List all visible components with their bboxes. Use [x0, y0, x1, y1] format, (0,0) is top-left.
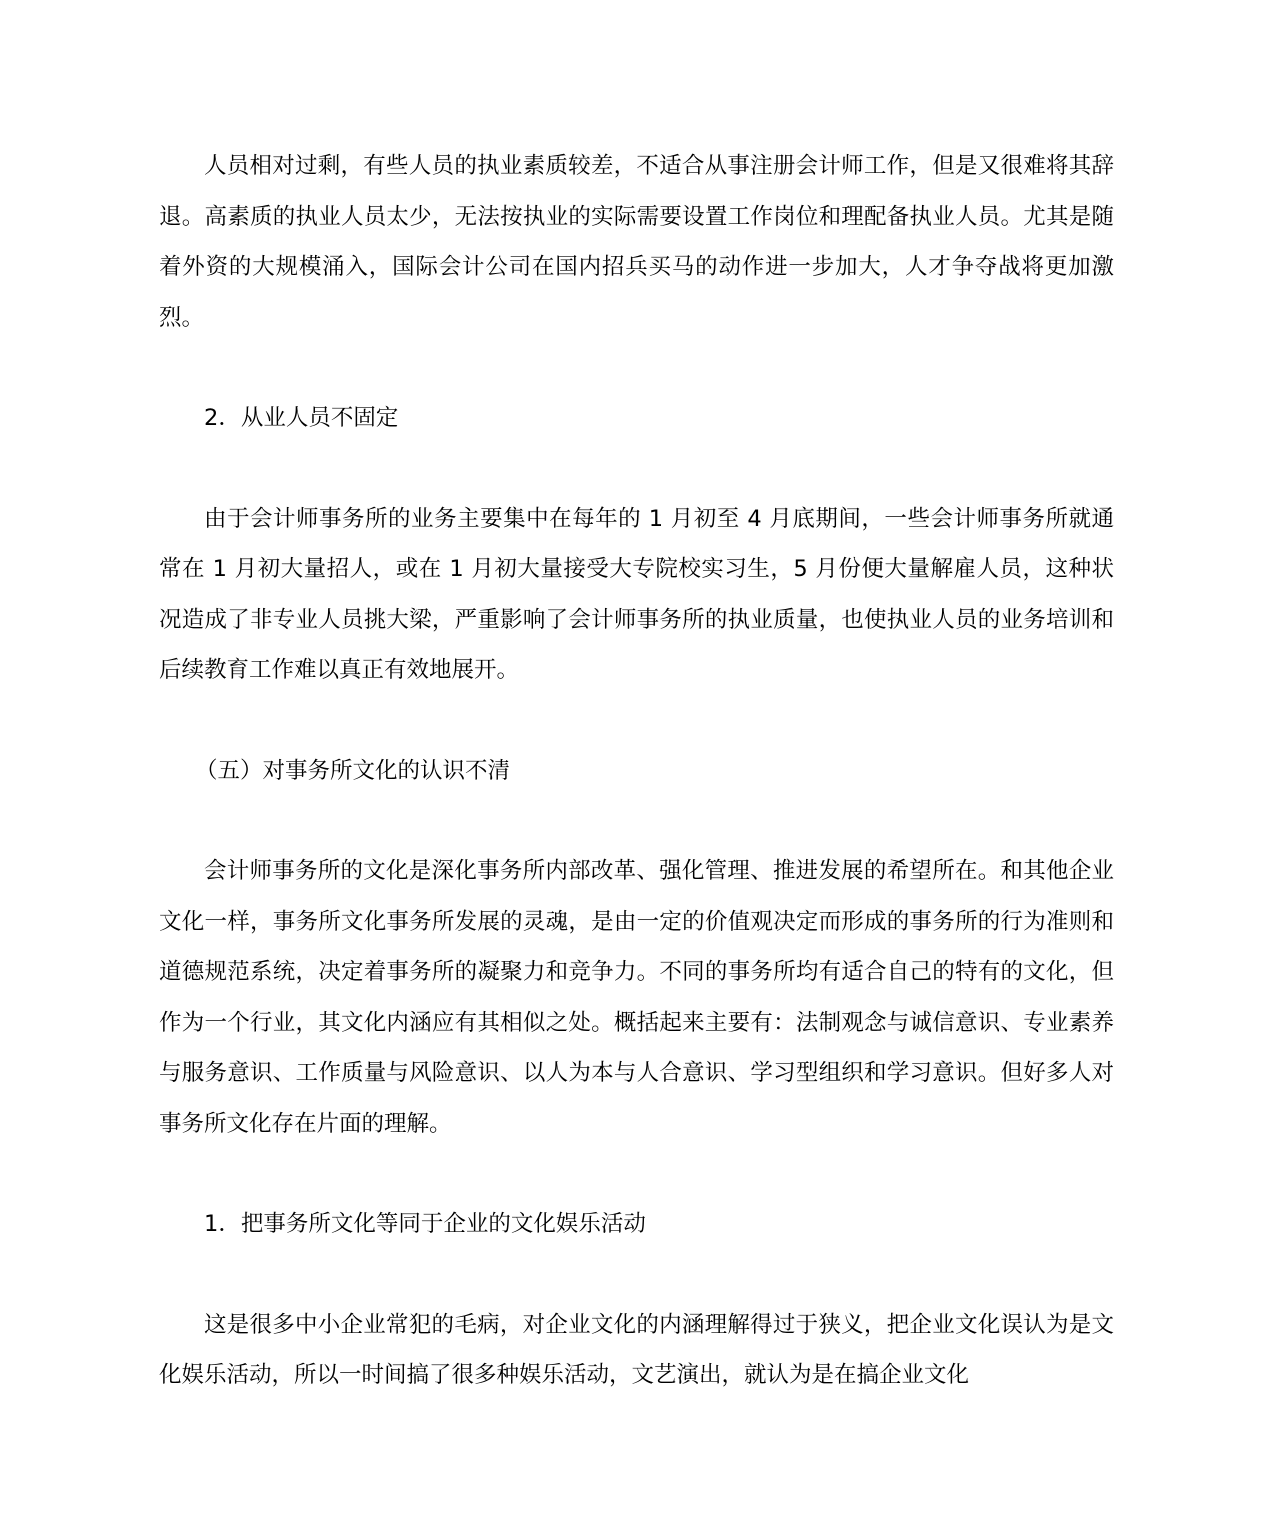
document-body	[159, 141, 1114, 1401]
paragraph-gap	[159, 343, 1114, 393]
paragraph-entertainment-misconception: 这是很多中小企业常犯的毛病，对企业文化的内涵理解得过于狭义，把企业文化误认为是文化娱乐活动，所以一时间搞了很多种娱乐活动，文艺演出，就认为是在搞企业文化	[159, 1311, 1114, 1388]
heading-culture-misconception: 1．把事务所文化等同于企业的文化娱乐活动	[204, 1211, 646, 1237]
paragraph-gap	[159, 1250, 1114, 1300]
paragraph-culture-definition: 会计师事务所的文化是深化事务所内部改革、强化管理、推进发展的希望所在。和其他企业文化一样，事务所文化事务所发展的灵魂，是由一定的价值观决定而形成的事务所的行为准则和道德规范系统，决定着事务所的凝聚力和竞争力。不同的事务所均有适合自己的特有的文化，但作为一个行业，其文化内涵应有其相似之处。概括起来主要有：法制观念与诚信意识、专业素养与服务意识、工作质量与风险意识、以人为本与人合意识、学习型组织和学习意识。但好多人对事务所文化存在片面的理解。	[159, 858, 1114, 1137]
paragraph-gap	[159, 444, 1114, 494]
paragraph-gap	[159, 696, 1114, 746]
paragraph-seasonal-hiring: 由于会计师事务所的业务主要集中在每年的 1 月初至 4 月底期间，一些会计师事务所就通常在 1 月初大量招人，或在 1 月初大量接受大专院校实习生，5 月份便大量解雇人员，这种状况造成了非专业人员挑大梁，严重影响了会计师事务所的执业质量，也使执业人员的业务培训和后续教育工作难以真正有效地展开。	[159, 505, 1114, 683]
heading-staff-unstable: 2．从业人员不固定	[204, 405, 399, 431]
paragraph-gap	[159, 796, 1114, 846]
heading-firm-culture: （五）对事务所文化的认识不清	[195, 757, 511, 784]
paragraph-gap	[159, 1149, 1114, 1199]
paragraph-staff-surplus: 人员相对过剩，有些人员的执业素质较差，不适合从事注册会计师工作，但是又很难将其辞退。高素质的执业人员太少，无法按执业的实际需要设置工作岗位和理配备执业人员。尤其是随着外资的大规模涌入，国际会计公司在国内招兵买马的动作进一步加大，人才争夺战将更加激烈。	[159, 153, 1114, 331]
